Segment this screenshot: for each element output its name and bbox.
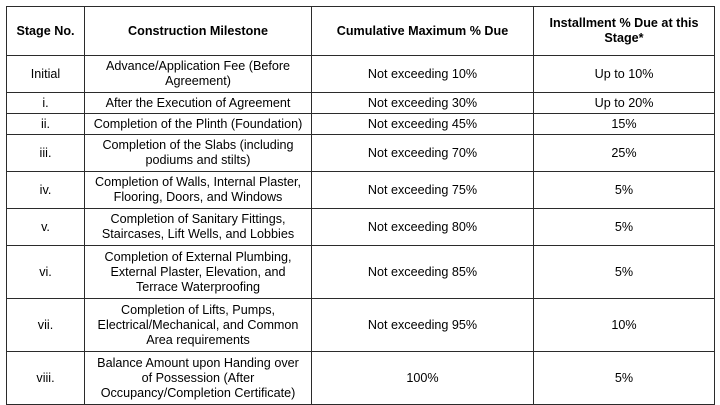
cumulative-cell: Not exceeding 85% bbox=[312, 246, 534, 299]
table-row bbox=[7, 209, 715, 246]
stage-cell: iv. bbox=[7, 172, 85, 209]
cumulative-cell: Not exceeding 45% bbox=[312, 114, 534, 135]
milestone-cell: After the Execution of Agreement bbox=[85, 93, 312, 114]
table-row bbox=[7, 299, 715, 352]
installment-cell: 15% bbox=[534, 114, 715, 135]
stage-cell: ii. bbox=[7, 114, 85, 135]
stage-cell: viii. bbox=[7, 352, 85, 405]
installment-cell: 5% bbox=[534, 172, 715, 209]
milestone-cell: Advance/Application Fee (Before Agreement) bbox=[85, 56, 312, 93]
installment-cell: Up to 10% bbox=[534, 56, 715, 93]
header-cumulative-maximum-due: Cumulative Maximum % Due bbox=[312, 7, 534, 56]
milestone-cell: Completion of Walls, Internal Plaster, Flooring, Doors, and Windows bbox=[85, 172, 312, 209]
cumulative-cell: 100% bbox=[312, 352, 534, 405]
table-row bbox=[7, 93, 715, 114]
stage-cell: vii. bbox=[7, 299, 85, 352]
stage-cell: i. bbox=[7, 93, 85, 114]
table-row bbox=[7, 172, 715, 209]
stage-cell: vi. bbox=[7, 246, 85, 299]
cumulative-cell: Not exceeding 95% bbox=[312, 299, 534, 352]
milestone-cell: Completion of the Slabs (including podiums and stilts) bbox=[85, 135, 312, 172]
table-row bbox=[7, 246, 715, 299]
installment-cell: 5% bbox=[534, 352, 715, 405]
table-body bbox=[7, 56, 715, 405]
table-row bbox=[7, 352, 715, 405]
installment-cell: Up to 20% bbox=[534, 93, 715, 114]
cumulative-cell: Not exceeding 10% bbox=[312, 56, 534, 93]
installment-cell: 25% bbox=[534, 135, 715, 172]
milestone-cell: Completion of Sanitary Fittings, Staircases, Lift Wells, and Lobbies bbox=[85, 209, 312, 246]
cumulative-cell: Not exceeding 70% bbox=[312, 135, 534, 172]
header-row bbox=[7, 7, 715, 56]
milestone-cell: Completion of Lifts, Pumps, Electrical/Mechanical, and Common Area requirements bbox=[85, 299, 312, 352]
header-construction-milestone: Construction Milestone bbox=[85, 7, 312, 56]
stage-cell: Initial bbox=[7, 56, 85, 93]
table-row bbox=[7, 135, 715, 172]
milestone-cell: Completion of External Plumbing, External Plaster, Elevation, and Terrace Waterproofing bbox=[85, 246, 312, 299]
header-stage-no: Stage No. bbox=[7, 7, 85, 56]
installment-cell: 5% bbox=[534, 246, 715, 299]
stage-cell: v. bbox=[7, 209, 85, 246]
cumulative-cell: Not exceeding 80% bbox=[312, 209, 534, 246]
milestone-cell: Completion of the Plinth (Foundation) bbox=[85, 114, 312, 135]
installment-cell: 5% bbox=[534, 209, 715, 246]
cumulative-cell: Not exceeding 75% bbox=[312, 172, 534, 209]
table-row bbox=[7, 114, 715, 135]
payment-schedule-table bbox=[6, 6, 715, 405]
header-installment-due: Installment % Due at this Stage* bbox=[534, 7, 715, 56]
milestone-cell: Balance Amount upon Handing over of Possession (After Occupancy/Completion Certificate) bbox=[85, 352, 312, 405]
cumulative-cell: Not exceeding 30% bbox=[312, 93, 534, 114]
installment-cell: 10% bbox=[534, 299, 715, 352]
table-header bbox=[7, 7, 715, 56]
table-row bbox=[7, 56, 715, 93]
stage-cell: iii. bbox=[7, 135, 85, 172]
